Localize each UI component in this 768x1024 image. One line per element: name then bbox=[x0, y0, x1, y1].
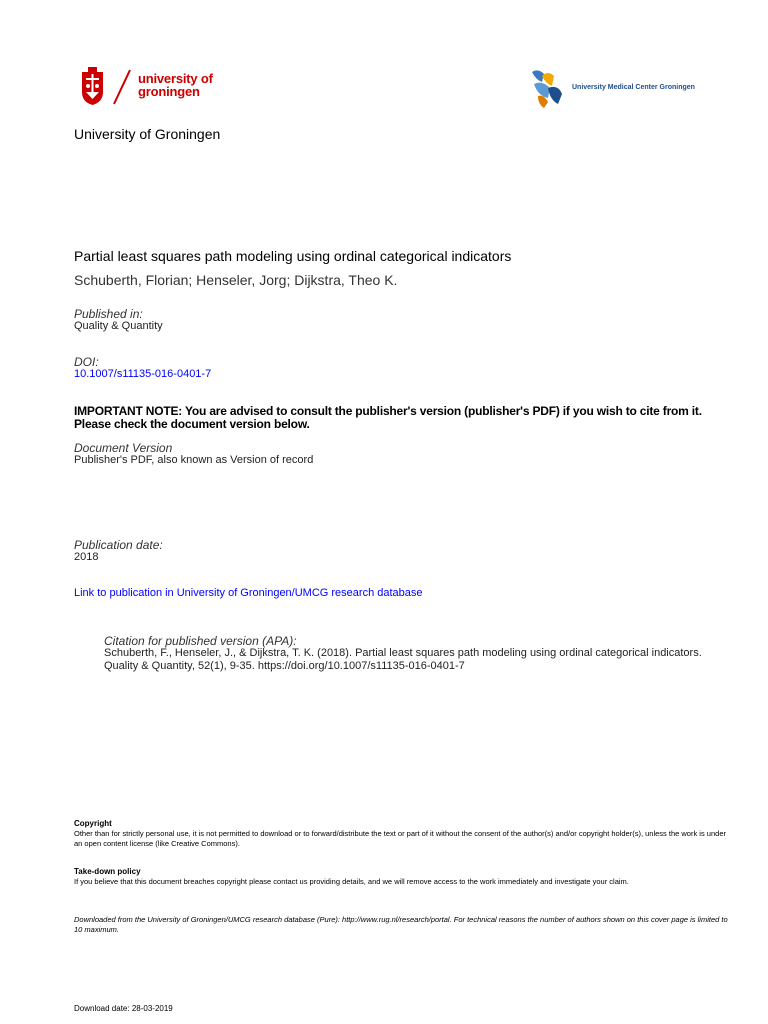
doi-label: DOI: bbox=[74, 355, 99, 369]
downloaded-note: Downloaded from the University of Groningen/UMCG research database (Pure): http://www.rug.nl/research/portal. For technical reasons the number of authors shown on this cover page is limited to 10 maximum. bbox=[74, 915, 728, 934]
rug-crest-icon bbox=[80, 66, 105, 106]
document-version-value: Publisher's PDF, also known as Version of record bbox=[74, 454, 314, 466]
rug-logo-text bbox=[138, 72, 213, 98]
umcg-logo-text: University Medical Center Groningen bbox=[572, 84, 695, 91]
download-date: Download date: 28-03-2019 bbox=[74, 1004, 173, 1013]
umcg-logo bbox=[528, 66, 698, 112]
rug-logo-line2: groningen bbox=[138, 84, 200, 99]
database-link[interactable]: Link to publication in University of Groningen/UMCG research database bbox=[74, 587, 423, 599]
takedown-heading: Take-down policy bbox=[74, 867, 141, 876]
rug-slash-icon bbox=[112, 66, 132, 106]
publication-date-label: Publication date: bbox=[74, 538, 163, 552]
copyright-text: Other than for strictly personal use, it is not permitted to download or to forward/distribute the text or part of it without the consent of the author(s) and/or copyright holder(s), unless the work is under an open content license (like Creative Commons). bbox=[74, 829, 726, 848]
citation-label: Citation for published version (APA): bbox=[104, 634, 297, 648]
document-version-label: Document Version bbox=[74, 441, 173, 455]
copyright-heading: Copyright bbox=[74, 819, 112, 828]
important-note: IMPORTANT NOTE: You are advised to consult the publisher's version (publisher's PDF) if you wish to cite from it. Please check the document version below. bbox=[74, 404, 702, 431]
doi-link[interactable]: 10.1007/s11135-016-0401-7 bbox=[74, 368, 212, 380]
institution-name: University of Groningen bbox=[74, 126, 221, 142]
rug-logo bbox=[80, 66, 230, 108]
umcg-emblem-icon bbox=[528, 66, 566, 110]
citation-text: Schuberth, F., Henseler, J., & Dijkstra, T. K. (2018). Partial least squares path modeling using ordinal categorical indicators. Quality & Quantity, 52(1), 9-35. https://doi.org/10.1007/s11135-016-0401-7 bbox=[104, 647, 702, 672]
published-in-value: Quality & Quantity bbox=[74, 320, 163, 332]
publication-title: Partial least squares path modeling using ordinal categorical indicators bbox=[74, 248, 512, 264]
published-in-label: Published in: bbox=[74, 307, 143, 321]
takedown-text: If you believe that this document breaches copyright please contact us providing details, and we will remove access to the work immediately and investigate your claim. bbox=[74, 877, 629, 886]
publication-date-value: 2018 bbox=[74, 551, 99, 563]
publication-authors: Schuberth, Florian; Henseler, Jorg; Dijkstra, Theo K. bbox=[74, 272, 398, 288]
rug-logo-line1: university of bbox=[138, 71, 213, 86]
